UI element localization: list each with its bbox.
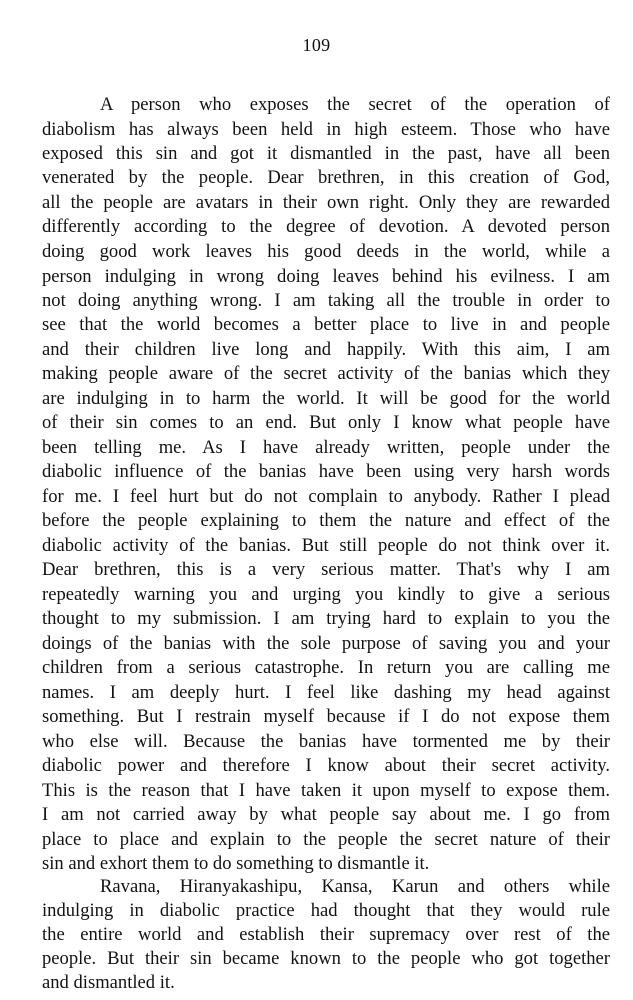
paragraph-line: something. But I restrain myself because if I do not expose them xyxy=(42,706,610,727)
paragraph-line: who else will. Because the banias have tormented me by their xyxy=(42,731,610,752)
paragraph-line: I am not carried away by what people say about me. I go from xyxy=(42,804,610,825)
paragraph-line: and dismantled it. xyxy=(42,972,175,993)
paragraph-line: Ravana, Hiranyakashipu, Kansa, Karun and others while xyxy=(100,876,610,897)
paragraph-line: sin and exhort them to do something to dismantle it. xyxy=(42,853,430,874)
paragraph-line: see that the world becomes a better place to live in and people xyxy=(42,314,610,335)
paragraph-line: doing good work leaves his good deeds in the world, while a xyxy=(42,241,610,262)
paragraph-line: people. But their sin became known to the people who got together xyxy=(42,948,610,969)
paragraph-line: doings of the banias with the sole purpose of saving you and your xyxy=(42,633,610,654)
paragraph-line: place to place and explain to the people the secret nature of their xyxy=(42,829,610,850)
paragraph-line: exposed this sin and got it dismantled in the past, have all been xyxy=(42,143,610,164)
paragraph-line: diabolic influence of the banias have been using very harsh words xyxy=(42,461,610,482)
paragraph-line: been telling me. As I have already written, people under the xyxy=(42,437,610,458)
paragraph-line: not doing anything wrong. I am taking all the trouble in order to xyxy=(42,290,610,311)
page-number: 109 xyxy=(302,35,331,55)
paragraph-line: making people aware of the secret activity of the banias which they xyxy=(42,363,610,384)
paragraph-line: person indulging in wrong doing leaves behind his evilness. I am xyxy=(42,266,610,287)
paragraph-line: the entire world and establish their supremacy over rest of the xyxy=(42,924,610,945)
paragraph-line: indulging in diabolic practice had thought that they would rule xyxy=(42,900,610,921)
paragraph-line: diabolic activity of the banias. But still people do not think over it. xyxy=(42,535,610,556)
paragraph-line: of their sin comes to an end. But only I know what people have xyxy=(42,412,610,433)
paragraph-line: for me. I feel hurt but do not complain to anybody. Rather I plead xyxy=(42,486,610,507)
paragraph-line: and their children live long and happily. With this aim, I am xyxy=(42,339,610,360)
paragraph-line: This is the reason that I have taken it upon myself to expose them. xyxy=(42,780,610,801)
paragraph-line: all the people are avatars in their own right. Only they are rewarded xyxy=(42,192,610,213)
paragraph-line: are indulging in to harm the world. It will be good for the world xyxy=(42,388,610,409)
paragraph-line: A person who exposes the secret of the operation of xyxy=(100,94,610,115)
paragraph-line: names. I am deeply hurt. I feel like dashing my head against xyxy=(42,682,610,703)
paragraph-line: before the people explaining to them the nature and effect of the xyxy=(42,510,610,531)
paragraph-line: diabolism has always been held in high esteem. Those who have xyxy=(42,119,610,140)
paragraph-line: repeatedly warning you and urging you kindly to give a serious xyxy=(42,584,610,605)
paragraph-line: thought to my submission. I am trying hard to explain to you the xyxy=(42,608,610,629)
paragraph-line: Dear brethren, this is a very serious matter. That's why I am xyxy=(42,559,610,580)
paragraph-line: differently according to the degree of devotion. A devoted person xyxy=(42,216,610,237)
paragraph-line: children from a serious catastrophe. In return you are calling me xyxy=(42,657,610,678)
paragraph-line: diabolic power and therefore I know about their secret activity. xyxy=(42,755,610,776)
paragraph-line: venerated by the people. Dear brethren, in this creation of God, xyxy=(42,167,610,188)
